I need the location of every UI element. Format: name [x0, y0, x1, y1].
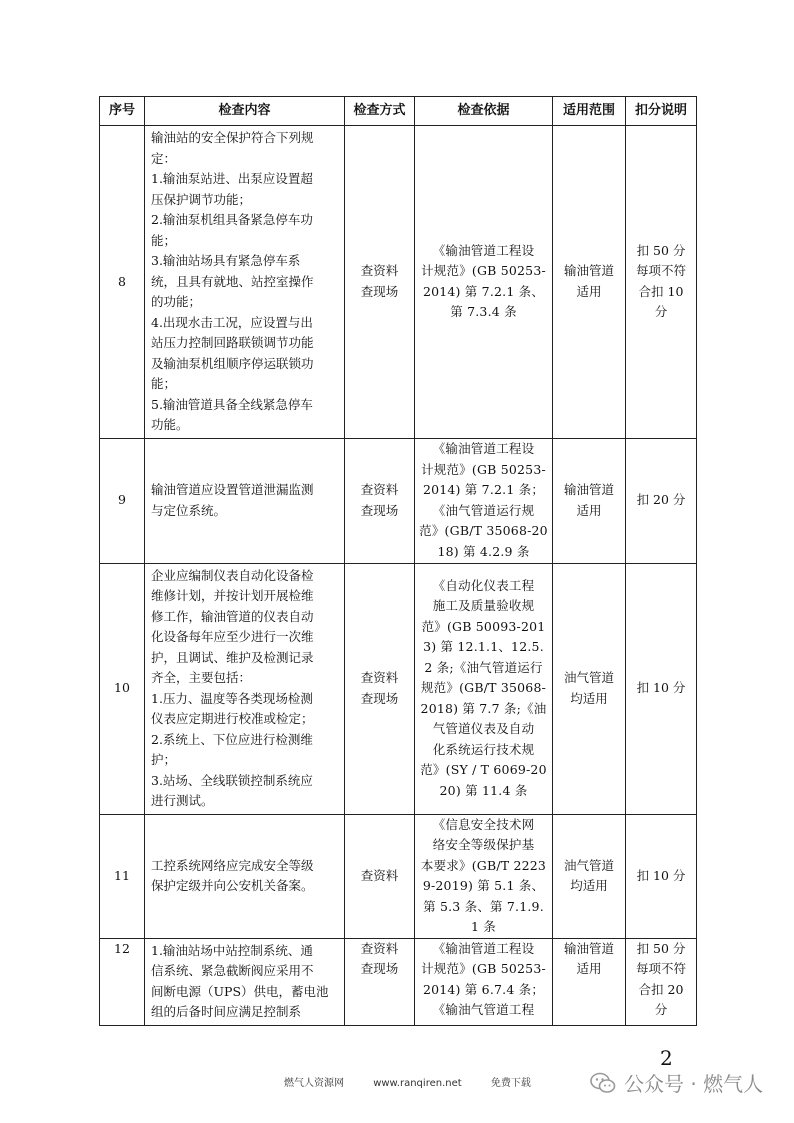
table-row: [100, 126, 697, 439]
cell-content-line: 仪表应定期进行校准或检定；: [151, 711, 314, 726]
cell-method: [345, 438, 415, 563]
cell-content-line: 信系统、紧急截断阀应采用不: [151, 963, 314, 978]
cell-deduction-line: 扣 50 分: [636, 242, 686, 258]
cell-scope-line: 输油管道: [563, 263, 614, 279]
cell-content-line: 1.输油泵站进、出泵应设置超: [151, 171, 313, 186]
table-row: [100, 563, 697, 814]
cell-deduction-line: 扣 20 分: [636, 492, 686, 508]
cell-scope: [553, 563, 626, 814]
cell-deduction-line: 合扣 10: [638, 283, 684, 299]
cell-basis-line: 范》(GB 50093-201: [421, 618, 546, 634]
cell-content-line: 组的后备时间应满足控制系: [151, 1004, 302, 1019]
header-content: 检查内容: [145, 97, 345, 126]
cell-content-line: 压保护调节功能；: [151, 191, 252, 207]
cell-content-line: 与定位系统。: [151, 502, 227, 518]
cell-scope-line: 油气管道: [563, 670, 614, 685]
cell-method-line: 查现场: [360, 961, 399, 976]
header-no: 序号: [100, 97, 145, 126]
cell-deduction: [626, 938, 697, 1025]
cell-basis: [415, 938, 553, 1025]
cell-basis-line: 本要求》(GB/T 2223: [420, 857, 547, 873]
cell-no: 10: [100, 563, 145, 814]
footer-site-name: 燃气人资源网: [284, 1078, 344, 1089]
header-basis: 检查依据: [415, 97, 553, 126]
cell-content: [145, 814, 345, 938]
cell-basis: [415, 563, 553, 814]
watermark-text: 公众号 · 燃气人: [624, 1072, 764, 1096]
cell-content-line: 齐全，主要包括：: [151, 670, 252, 685]
cell-method: [345, 938, 415, 1025]
cell-scope-line: 均适用: [570, 690, 608, 706]
cell-content: [145, 938, 345, 1025]
header-deduction: 扣分说明: [626, 97, 697, 126]
cell-scope-line: 油气管道: [563, 857, 614, 873]
cell-content-line: 5.输油管道具备全线紧急停车: [151, 396, 313, 412]
table-body: [100, 126, 697, 1026]
footer: [284, 1074, 557, 1089]
cell-content-line: 1.压力、温度等各类现场检测: [151, 690, 313, 706]
cell-content-line: 输油管道应设置管道泄漏监测: [151, 482, 314, 497]
cell-basis-line: 计规范》(GB 50253-: [421, 263, 546, 279]
cell-deduction-line: 扣 50 分: [636, 940, 686, 956]
cell-basis: [415, 814, 553, 938]
cell-content-line: 的功能；: [151, 294, 202, 309]
cell-content-line: 功能。: [151, 417, 189, 432]
cell-basis-line: 3) 第 12.1.1、12.5.: [423, 639, 544, 655]
cell-basis-line: 化系统运行技术规: [432, 741, 535, 757]
cell-no: 9: [100, 438, 145, 563]
table-row: [100, 938, 697, 1025]
cell-scope-line: 适用: [576, 283, 602, 299]
cell-deduction-line: 合扣 20: [638, 981, 684, 997]
cell-method-line: 查资料: [360, 867, 399, 883]
cell-method: [345, 563, 415, 814]
cell-basis-line: 《输油管道工程设: [432, 242, 535, 258]
page-number: 2: [660, 1046, 673, 1070]
cell-basis: [415, 126, 553, 439]
cell-scope-line: 输油管道: [563, 482, 614, 497]
cell-basis-line: 2014) 第 7.2.1 条、: [422, 283, 545, 299]
cell-basis-line: 9-2019) 第 5.1 条、: [422, 878, 545, 893]
cell-basis-line: 1 条: [470, 919, 497, 934]
cell-method-line: 查资料: [360, 670, 399, 685]
cell-deduction-line: 每项不符: [635, 961, 686, 976]
cell-basis-line: 施工及质量验收规: [432, 598, 535, 614]
cell-content-line: 保护定级并向公安机关备案。: [151, 878, 314, 893]
cell-scope-line: 输油管道: [563, 940, 614, 956]
cell-method: [345, 126, 415, 439]
header-scope: 适用范围: [553, 97, 626, 126]
cell-deduction: [626, 438, 697, 563]
watermark: [590, 1068, 763, 1097]
cell-content: [145, 126, 345, 439]
cell-method-line: 查资料: [360, 482, 399, 497]
cell-basis-line: 范》(SY / T 6069-20: [420, 762, 547, 778]
cell-content-line: 维修计划，并按计划开展检维: [151, 588, 314, 603]
cell-content-line: 间断电源（UPS）供电，蓄电池: [151, 983, 329, 999]
cell-content: [145, 563, 345, 814]
cell-method: [345, 814, 415, 938]
cell-content: [145, 438, 345, 563]
cell-scope-line: 均适用: [570, 878, 608, 893]
cell-basis-line: 气管道仪表及自动: [432, 721, 535, 737]
cell-basis-line: 计规范》(GB 50253-: [421, 961, 546, 976]
cell-content-line: 统，且具有就地、站控室操作: [151, 273, 314, 289]
cell-scope-line: 适用: [576, 502, 602, 518]
cell-content-line: 修工作，输油管道的仪表自动: [151, 608, 314, 624]
cell-content-line: 站压力控制回路联锁调节功能: [151, 335, 314, 350]
cell-no: 12: [100, 938, 145, 1025]
cell-basis-line: 计规范》(GB 50253-: [421, 461, 546, 477]
cell-scope: [553, 126, 626, 439]
cell-deduction-line: 扣 10 分: [636, 680, 686, 696]
cell-basis-line: 第 7.3.4 条: [450, 304, 517, 320]
cell-content-line: 化设备每年应至少进行一次维: [151, 629, 314, 644]
table-row: [100, 814, 697, 938]
cell-content-line: 能；: [151, 232, 177, 248]
inspection-table: [99, 96, 697, 1026]
cell-deduction-line: 分: [654, 304, 668, 320]
cell-deduction: [626, 814, 697, 938]
cell-basis-line: 2018) 第 7.7 条;《油: [420, 700, 547, 716]
cell-no: 8: [100, 126, 145, 439]
cell-basis-line: 《输油管道工程设: [432, 940, 535, 956]
cell-scope: [553, 938, 626, 1025]
cell-basis-line: 规范》(GB/T 35068-: [420, 680, 547, 696]
wechat-icon: [590, 1072, 616, 1094]
cell-basis-line: 《油气管道运行规: [432, 502, 535, 518]
cell-basis-line: 第 5.3 条、第 7.1.9.: [423, 898, 544, 914]
cell-deduction: [626, 126, 697, 439]
cell-basis-line: 《输油气管道工程: [432, 1002, 535, 1017]
cell-content-line: 进行测试。: [151, 793, 214, 808]
table-row: [100, 438, 697, 563]
cell-deduction-line: 每项不符: [635, 263, 686, 279]
cell-method-line: 查资料: [360, 263, 399, 279]
cell-scope-line: 适用: [576, 961, 602, 976]
footer-url: www.ranqiren.net: [373, 1078, 462, 1089]
cell-basis-line: 18) 第 4.2.9 条: [437, 543, 530, 559]
cell-basis: [415, 438, 553, 563]
cell-no: 11: [100, 814, 145, 938]
cell-basis-line: 2014) 第 7.2.1 条；: [422, 482, 545, 497]
cell-content-line: 护，且调试、维护及检测记录: [151, 649, 314, 665]
cell-basis-line: 《输油管道工程设: [432, 441, 535, 456]
cell-basis-line: 2 条;《油气管道运行: [424, 659, 543, 675]
cell-deduction-line: 分: [654, 1002, 668, 1017]
table-header-row: [100, 97, 697, 126]
cell-basis-line: 络安全等级保护基: [432, 837, 535, 852]
cell-basis-line: 《自动化仪表工程: [432, 577, 535, 593]
cell-method-line: 查现场: [360, 283, 399, 299]
cell-content-line: 1.输油站场中站控制系统、通: [151, 942, 313, 958]
cell-content-line: 4.出现水击工况，应设置与出: [151, 314, 313, 330]
cell-deduction: [626, 563, 697, 814]
cell-method-line: 查资料: [360, 940, 399, 956]
cell-basis-line: 2014) 第 6.7.4 条；: [422, 981, 545, 997]
cell-content-line: 企业应编制仪表自动化设备检: [151, 567, 314, 583]
cell-content-line: 及输油泵机组顺序停运联锁功: [151, 355, 314, 371]
cell-scope: [553, 814, 626, 938]
cell-content-line: 2.输油泵机组具备紧急停车功: [151, 212, 313, 227]
cell-method-line: 查现场: [360, 690, 399, 706]
cell-method-line: 查现场: [360, 502, 399, 518]
footer-download: 免费下载: [490, 1078, 531, 1089]
cell-deduction-line: 扣 10 分: [636, 867, 686, 883]
cell-content-line: 护；: [151, 752, 177, 767]
cell-content-line: 3.站场、全线联锁控制系统应: [151, 772, 313, 788]
cell-basis-line: 《信息安全技术网: [432, 816, 535, 832]
cell-basis-line: 20) 第 11.4 条: [439, 782, 528, 798]
cell-content-line: 定：: [151, 150, 177, 166]
cell-content-line: 工控系统网络应完成安全等级: [151, 857, 314, 873]
cell-scope: [553, 438, 626, 563]
cell-content-line: 3.输油站场具有紧急停车系: [151, 253, 301, 268]
cell-content-line: 能；: [151, 376, 177, 391]
cell-content-line: 2.系统上、下位应进行检测维: [151, 731, 313, 747]
cell-basis-line: 范》(GB/T 35068-20: [419, 523, 548, 538]
header-method: 检查方式: [345, 97, 415, 126]
cell-content-line: 输油站的安全保护符合下列规: [151, 130, 314, 145]
